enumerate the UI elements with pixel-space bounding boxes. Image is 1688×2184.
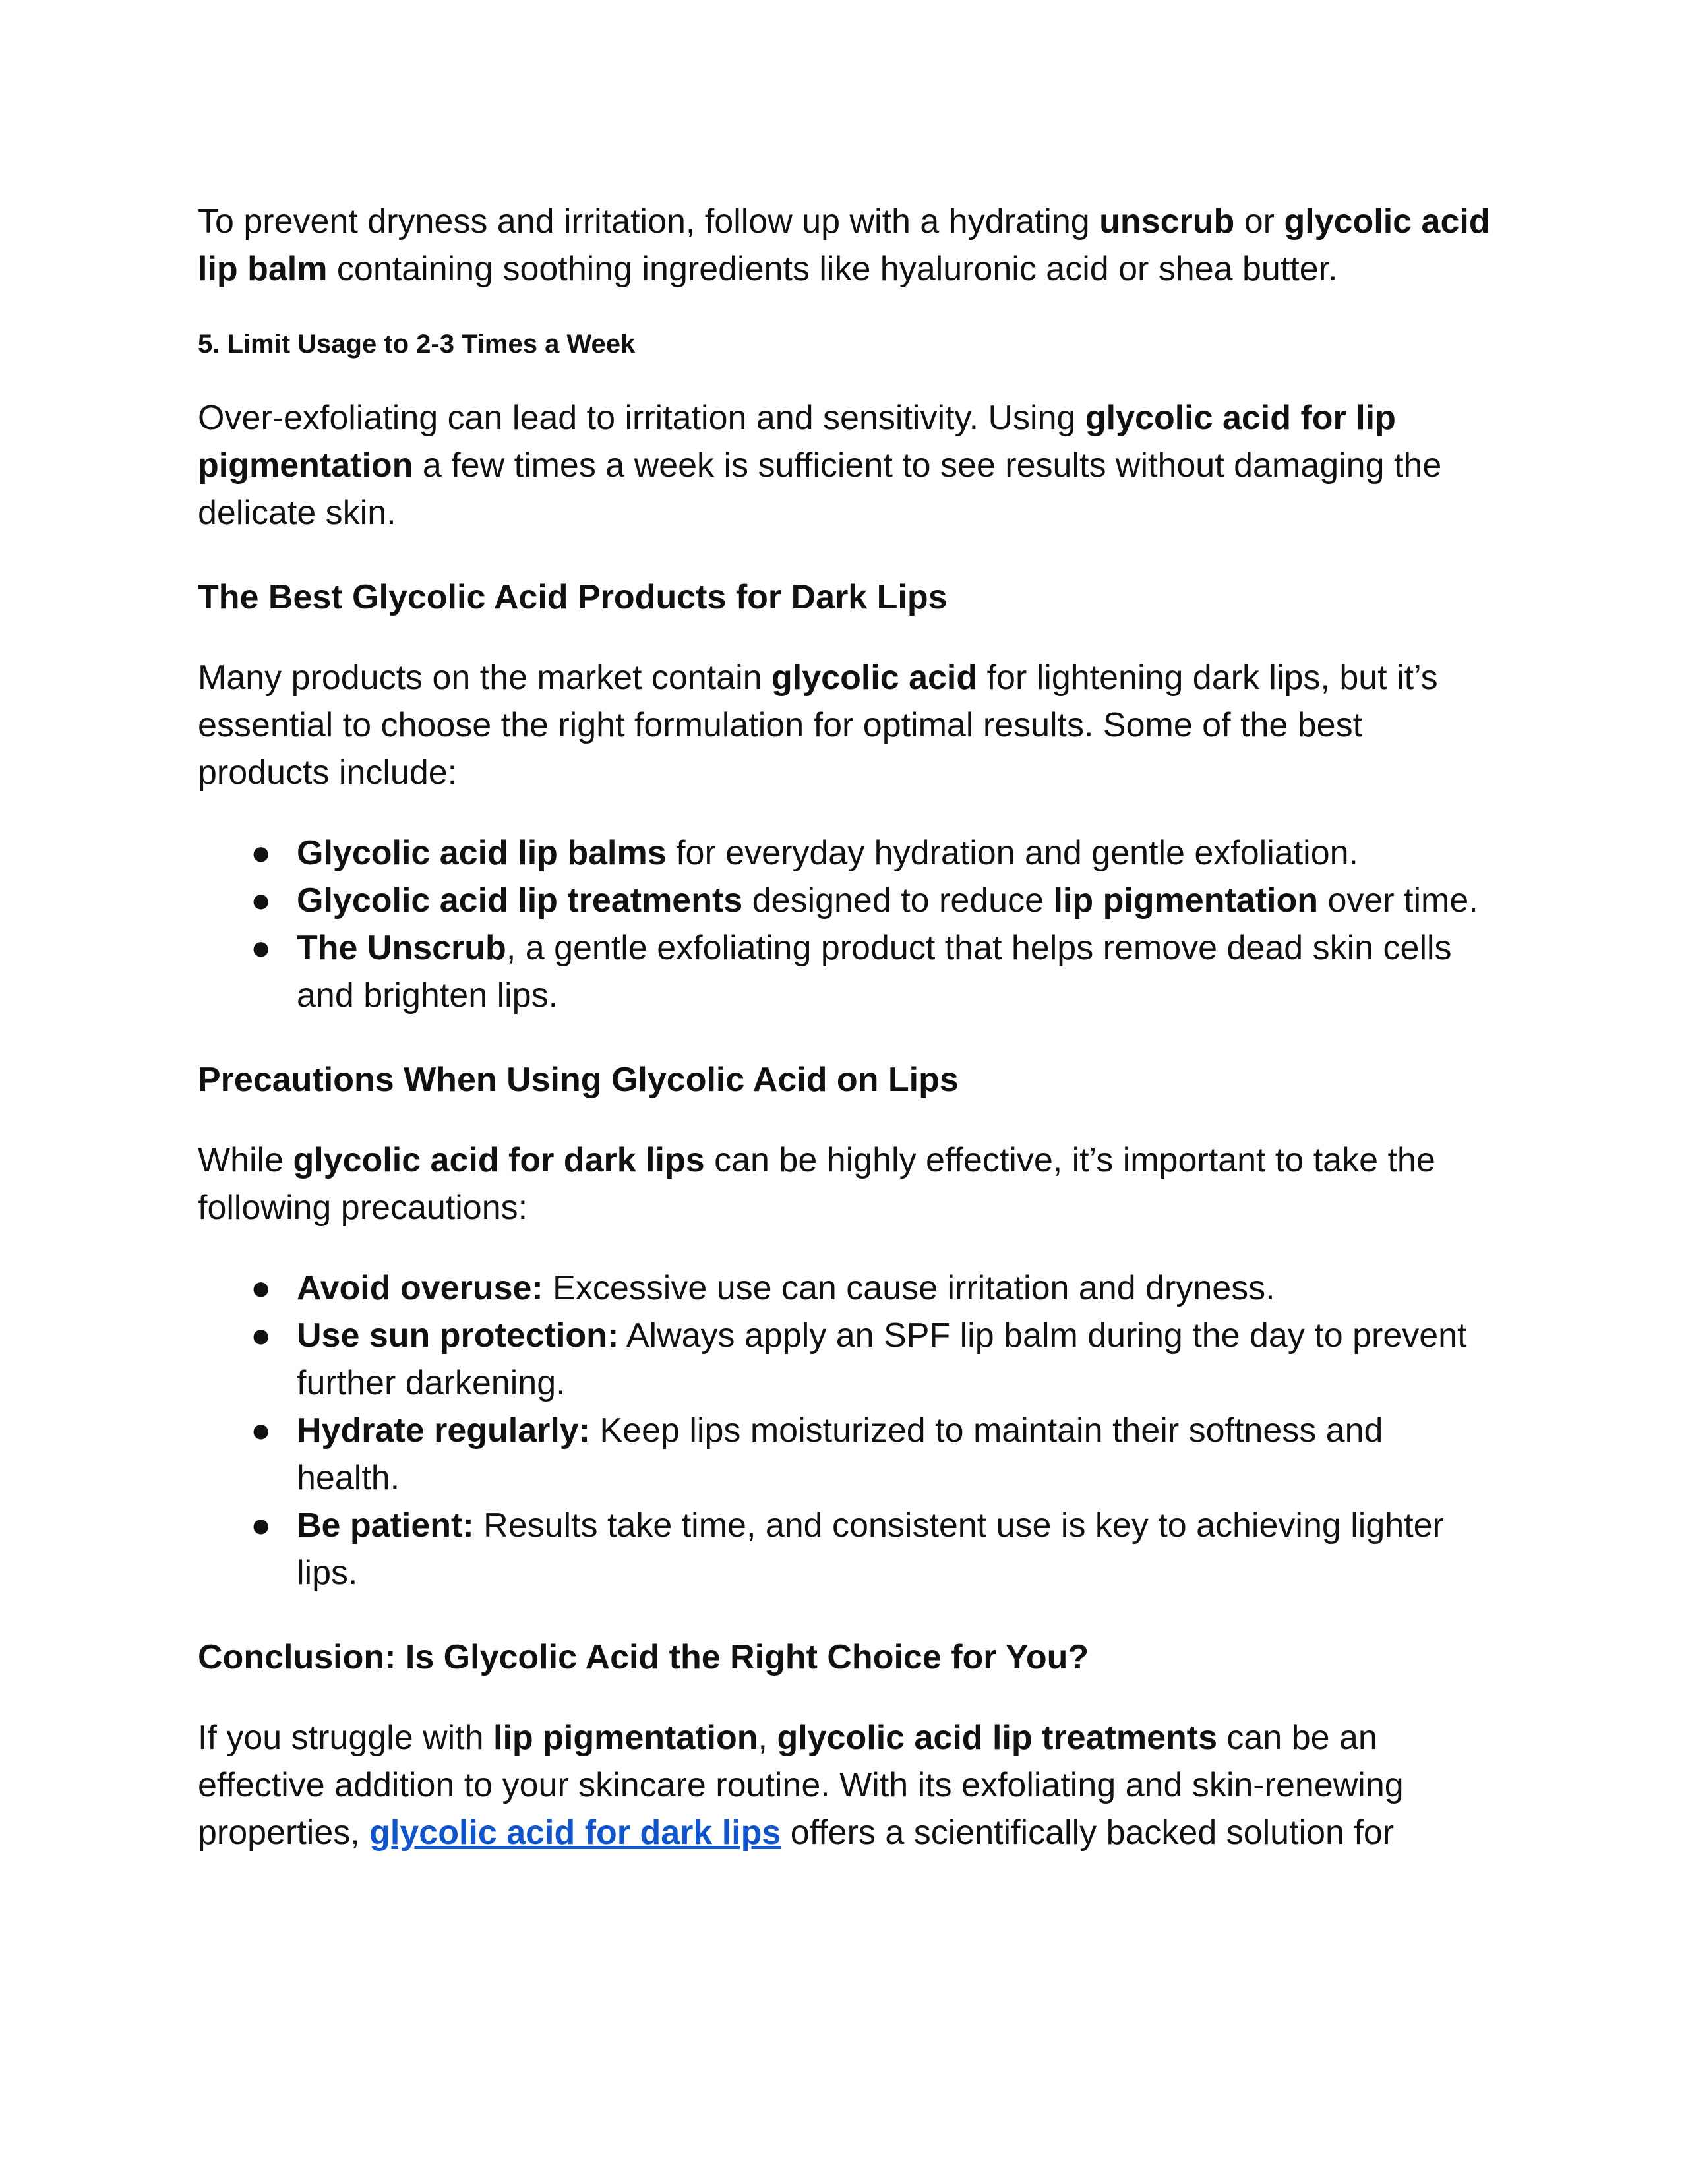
precautions-heading: Precautions When Using Glycolic Acid on Lips bbox=[198, 1061, 959, 1099]
list-item bbox=[198, 877, 1490, 924]
best-products-list bbox=[198, 829, 1490, 1019]
item-text: , a gentle exfoliating product that helps remove dead skin cells and brighten lips. bbox=[297, 929, 1452, 1015]
bullet-icon: ● bbox=[251, 929, 272, 967]
list-item bbox=[198, 1312, 1490, 1407]
list-item bbox=[198, 1502, 1490, 1597]
intro-bold-lip-balm: glycolic acid lip balm bbox=[198, 202, 1490, 288]
intro-text-2: or bbox=[1234, 202, 1284, 241]
conclusion-bold-1: lip pigmentation bbox=[493, 1719, 758, 1757]
best-products-bold: glycolic acid bbox=[771, 659, 978, 697]
conclusion-text-4: offers a scientifically backed solution for bbox=[781, 1814, 1395, 1852]
item-text: Always apply an SPF lip balm during the day to prevent further darkening. bbox=[297, 1316, 1467, 1402]
item-bold: Glycolic acid lip treatments bbox=[297, 881, 743, 920]
bullet-icon: ● bbox=[251, 881, 272, 920]
best-products-paragraph bbox=[198, 654, 1490, 796]
list-item bbox=[198, 1407, 1490, 1502]
bullet-icon: ● bbox=[251, 834, 272, 872]
step5-title: 5. Limit Usage to 2-3 Times a Week bbox=[198, 330, 636, 359]
item-text: Excessive use can cause irritation and dryness. bbox=[543, 1269, 1275, 1307]
item-bold: Avoid overuse: bbox=[297, 1269, 543, 1307]
best-products-text-1: Many products on the market contain bbox=[198, 659, 772, 697]
document-page bbox=[198, 198, 1490, 1856]
precautions-list bbox=[198, 1264, 1490, 1597]
precautions-bold: glycolic acid for dark lips bbox=[293, 1141, 705, 1179]
best-products-text-2: for lightening dark lips, but it’s essential to choose the right formulation for optimal results. Some of the best products include: bbox=[198, 659, 1438, 792]
item-bold: Glycolic acid lip balms bbox=[297, 834, 667, 872]
conclusion-paragraph bbox=[198, 1714, 1490, 1856]
item-bold-2: lip pigmentation bbox=[1053, 881, 1318, 920]
precautions-paragraph bbox=[198, 1136, 1490, 1231]
conclusion-text-1: If you struggle with bbox=[198, 1719, 493, 1757]
bullet-icon: ● bbox=[251, 1411, 272, 1450]
item-bold: Use sun protection: bbox=[297, 1316, 619, 1355]
glycolic-acid-link[interactable]: glycolic acid for dark lips bbox=[369, 1814, 781, 1852]
intro-text-1: To prevent dryness and irritation, follow up with a hydrating bbox=[198, 202, 1100, 241]
intro-text-3: containing soothing ingredients like hyaluronic acid or shea butter. bbox=[327, 250, 1338, 288]
item-text-2: over time. bbox=[1318, 881, 1478, 920]
step5-bold: glycolic acid for lip pigmentation bbox=[198, 399, 1396, 485]
precautions-text-1: While bbox=[198, 1141, 293, 1179]
bullet-icon: ● bbox=[251, 1316, 272, 1355]
item-bold: The Unscrub bbox=[297, 929, 506, 967]
item-text: Results take time, and consistent use is key to achieving lighter lips. bbox=[297, 1506, 1444, 1592]
conclusion-bold-2: glycolic acid lip treatments bbox=[777, 1719, 1217, 1757]
step5-text-2: a few times a week is sufficient to see results without damaging the delicate skin. bbox=[198, 446, 1442, 532]
item-bold: Be patient: bbox=[297, 1506, 474, 1545]
intro-bold-unscrub: unscrub bbox=[1099, 202, 1235, 241]
step5-text-1: Over-exfoliating can lead to irritation and sensitivity. Using bbox=[198, 399, 1085, 437]
conclusion-text-3: can be an effective addition to your skincare routine. With its exfoliating and skin-renewing properties, bbox=[198, 1719, 1404, 1852]
intro-paragraph bbox=[198, 198, 1490, 293]
bullet-icon: ● bbox=[251, 1506, 272, 1545]
item-text: Keep lips moisturized to maintain their softness and health. bbox=[297, 1411, 1383, 1497]
best-products-heading: The Best Glycolic Acid Products for Dark Lips bbox=[198, 578, 948, 616]
item-text: designed to reduce bbox=[742, 881, 1054, 920]
conclusion-heading: Conclusion: Is Glycolic Acid the Right Choice for You? bbox=[198, 1638, 1089, 1676]
item-bold: Hydrate regularly: bbox=[297, 1411, 591, 1450]
step5-paragraph bbox=[198, 394, 1490, 537]
bullet-icon: ● bbox=[251, 1269, 272, 1307]
list-item bbox=[198, 924, 1490, 1019]
precautions-text-2: can be highly effective, it’s important to take the following precautions: bbox=[198, 1141, 1435, 1227]
conclusion-text-2: , bbox=[758, 1719, 777, 1757]
list-item bbox=[198, 829, 1490, 877]
item-text: for everyday hydration and gentle exfoliation. bbox=[666, 834, 1358, 872]
list-item bbox=[198, 1264, 1490, 1312]
